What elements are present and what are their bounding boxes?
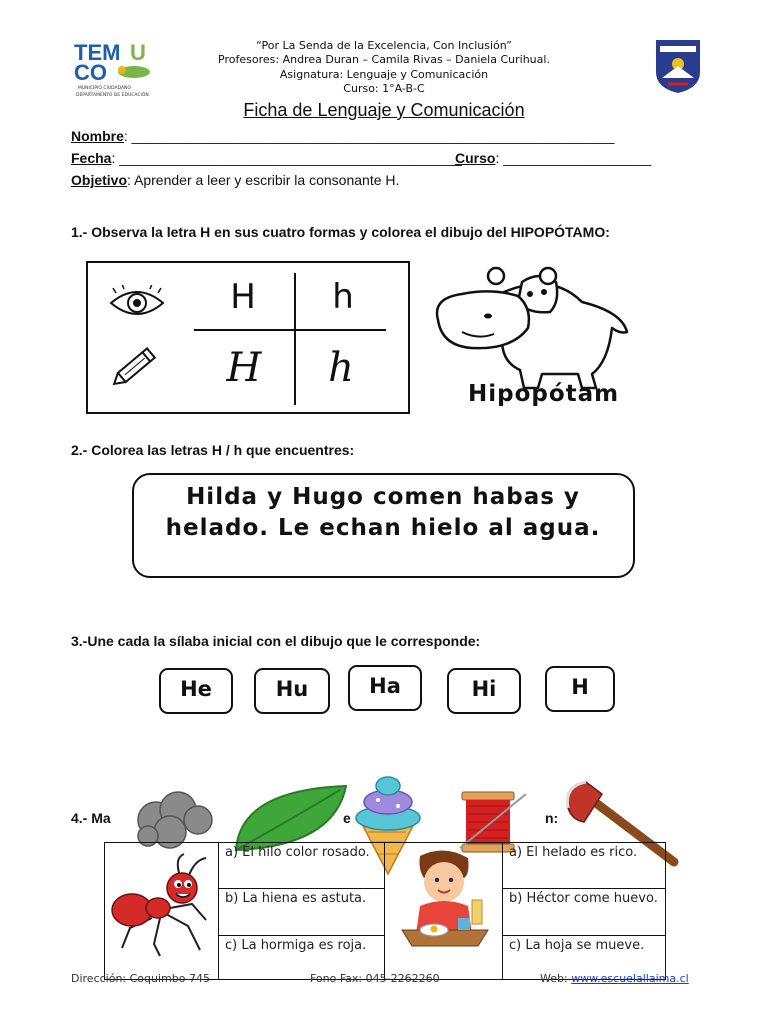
- footer-web: [540, 972, 689, 985]
- footer-address: Dirección: Coquimbo 745: [71, 972, 210, 985]
- course-label: Curso: [455, 150, 496, 166]
- subject-line: Asignatura: Lenguaje y Comunicación: [279, 68, 489, 81]
- date-field: [71, 150, 462, 166]
- pencil-icon: [110, 343, 164, 389]
- ant-illustration: [108, 852, 212, 962]
- grid-vertical-line: [294, 273, 296, 405]
- hippopotamus-label: Hipopótam: [468, 381, 620, 407]
- question-4-text-start: 4.- Ma: [71, 810, 111, 826]
- course-blank: : ___________________: [495, 150, 652, 166]
- question-1-text: 1.- Observa la letra H en sus cuatro formas y colorea el dibujo del HIPOPÓTAMO:: [71, 224, 610, 240]
- question-2-text: 2.- Colorea las letras H / h que encuentres:: [71, 442, 355, 458]
- grid-horizontal-line: [194, 329, 386, 331]
- hippopotamus-illustration: [432, 262, 632, 394]
- syllable-card-hi[interactable]: Hi: [447, 668, 521, 714]
- name-label: Nombre: [71, 128, 124, 144]
- school-motto: “Por La Senda de la Excelencia, Con Inclusión”: [256, 39, 512, 52]
- lowercase-cursive-h: h: [328, 345, 354, 391]
- question-3-text: 3.-Une cada la sílaba inicial con el dibujo que le corresponde:: [71, 633, 481, 649]
- uppercase-cursive-h: H: [226, 345, 262, 391]
- worksheet-title: Ficha de Lenguaje y Comunicación: [243, 100, 525, 120]
- sentence-text: Hilda y Hugo comen habas y helado. Le echan hielo al agua.: [165, 484, 601, 541]
- footer-web-label: Web:: [540, 972, 572, 985]
- svg-text:U: U: [130, 40, 146, 65]
- svg-text:MUNICIPIO CIUDADANO: MUNICIPIO CIUDADANO: [78, 86, 131, 91]
- question-4-text-end: n:: [545, 810, 559, 826]
- option-right-b[interactable]: b) Héctor come huevo.: [509, 891, 658, 906]
- lowercase-print-h: h: [332, 277, 354, 317]
- option-right-a[interactable]: a) El helado es rico.: [509, 845, 638, 860]
- syllable-card-he[interactable]: He: [159, 668, 233, 714]
- question-4-text-mid: e: [343, 810, 351, 826]
- school-shield-logo: [654, 38, 702, 94]
- syllable-card-h[interactable]: H: [545, 666, 615, 712]
- date-label: Fecha: [71, 150, 112, 166]
- footer-phone: Fono Fax: 045-2262260: [310, 972, 440, 985]
- syllable-card-hu[interactable]: Hu: [254, 668, 330, 714]
- footer-web-link[interactable]: www.escuelallaima.cl: [571, 972, 689, 985]
- name-blank: : ______________________________________________________________: [123, 128, 615, 144]
- letter-forms-box: [86, 261, 410, 414]
- objective-label: Objetivo: [71, 172, 128, 188]
- svg-text:TEM: TEM: [74, 40, 121, 65]
- uppercase-print-h: H: [230, 277, 256, 317]
- sentence-box: [132, 473, 635, 578]
- boy-eating-illustration: [398, 848, 494, 958]
- eye-icon: [108, 285, 166, 321]
- name-field: [71, 128, 614, 144]
- svg-text:DEPARTAMENTO DE EDUCACIÓN: DEPARTAMENTO DE EDUCACIÓN: [76, 93, 149, 98]
- temuco-logo: [72, 40, 160, 98]
- table-divider: [384, 842, 385, 980]
- course-field: [455, 150, 651, 166]
- option-left-b[interactable]: b) La hiena es astuta.: [225, 891, 367, 906]
- objective-text: : Aprender a leer y escribir la consonante H.: [127, 172, 400, 188]
- svg-text:CO: CO: [74, 60, 107, 85]
- syllable-card-ha[interactable]: Ha: [348, 665, 422, 711]
- course-line: Curso: 1°A-B-C: [343, 82, 425, 95]
- date-blank: : ____________________________________________: [111, 150, 462, 166]
- option-right-c[interactable]: c) La hoja se mueve.: [509, 938, 645, 953]
- objective-field: [71, 172, 399, 188]
- teachers-line: Profesores: Andrea Duran – Camila Rivas – Daniela Curihual.: [218, 53, 550, 66]
- option-left-a[interactable]: a) El hilo color rosado.: [225, 845, 370, 860]
- option-left-c[interactable]: c) La hormiga es roja.: [225, 938, 367, 953]
